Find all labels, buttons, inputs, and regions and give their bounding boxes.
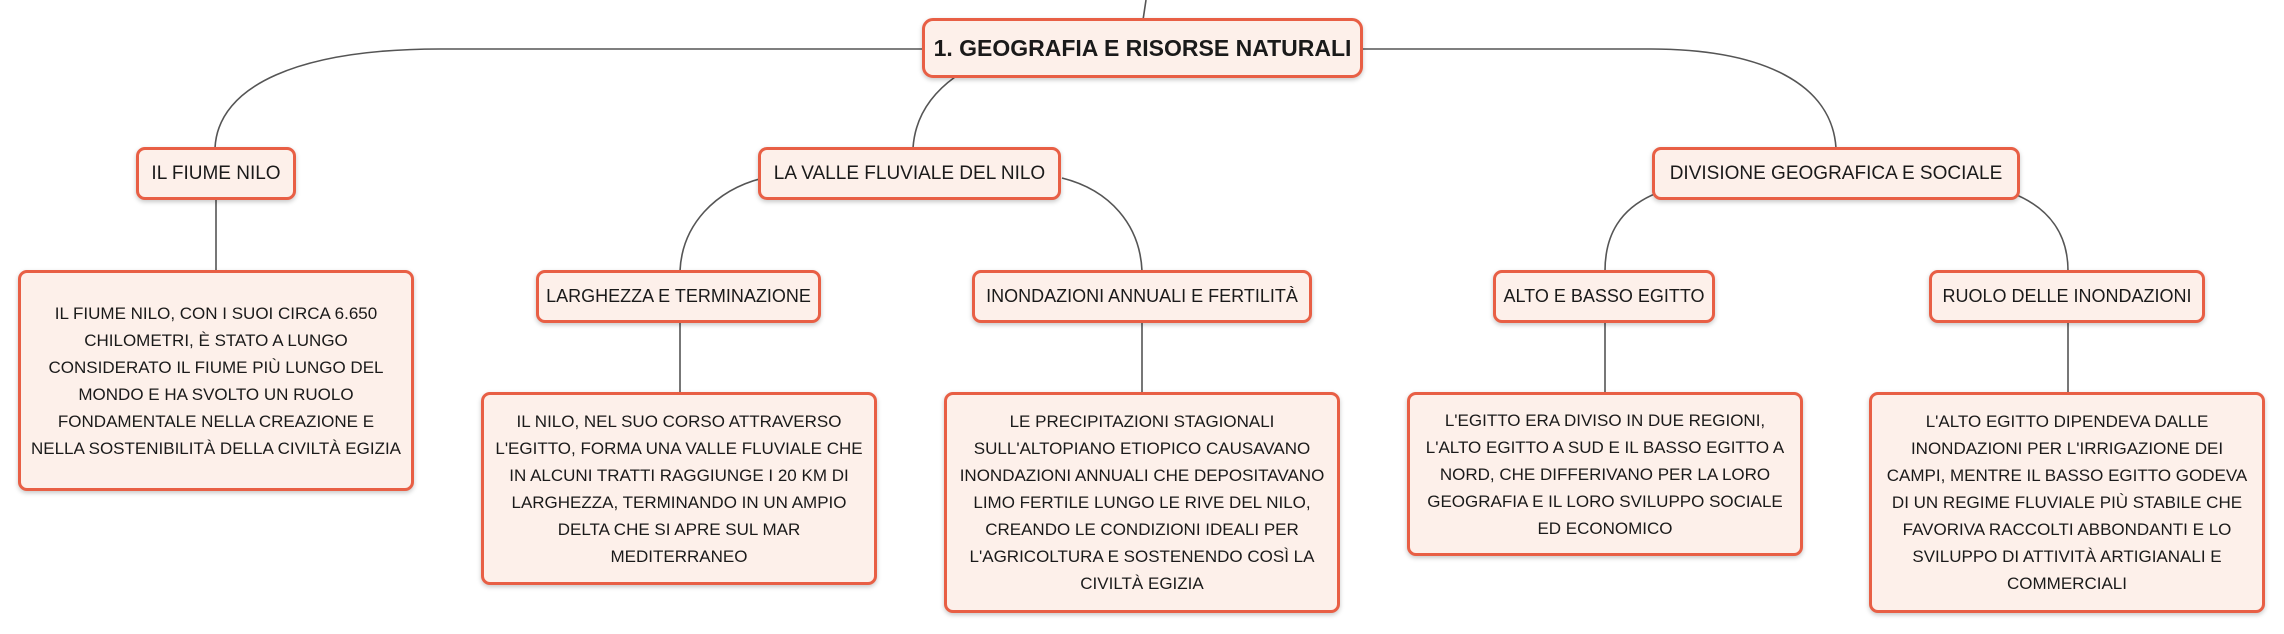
subtopic-node-larghezza-terminazione[interactable]: LARGHEZZA E TERMINAZIONE bbox=[536, 270, 821, 323]
topic-node-valle-fluviale[interactable]: LA VALLE FLUVIALE DEL NILO bbox=[758, 147, 1061, 200]
connector-line bbox=[1361, 49, 1836, 148]
detail-node-alto-basso-egitto[interactable]: L'EGITTO ERA DIVISO IN DUE REGIONI, L'ALTO EGITTO A SUD E IL BASSO EGITTO A NORD, CHE DIFFERIVANO PER LA LORO GEOGRAFIA E IL LORO SVILUPPO SOCIALE ED ECONOMICO bbox=[1407, 392, 1803, 556]
detail-node-il-fiume-nilo[interactable]: IL FIUME NILO, CON I SUOI CIRCA 6.650 CHILOMETRI, È STATO A LUNGO CONSIDERATO IL FIUME PIÙ LUNGO DEL MONDO E HA SVOLTO UN RUOLO FONDAMENTALE NELLA CREAZIONE E NELLA SOSTENIBILITÀ DELLA CIVILTÀ EGIZIA bbox=[18, 270, 414, 491]
detail-node-larghezza-terminazione[interactable]: IL NILO, NEL SUO CORSO ATTRAVERSO L'EGITTO, FORMA UNA VALLE FLUVIALE CHE IN ALCUNI TRATTI RAGGIUNGE I 20 KM DI LARGHEZZA, TERMINANDO IN UN AMPIO DELTA CHE SI APRE SUL MAR MEDITERRANEO bbox=[481, 392, 877, 585]
connector-line bbox=[1605, 193, 1657, 271]
connector-line bbox=[215, 49, 925, 148]
connector-line bbox=[1062, 178, 1142, 271]
root-node[interactable]: 1. GEOGRAFIA E RISORSE NATURALI bbox=[922, 18, 1363, 78]
topic-node-divisione-geografica[interactable]: DIVISIONE GEOGRAFICA E SOCIALE bbox=[1652, 147, 2020, 200]
detail-node-inondazioni-annuali[interactable]: LE PRECIPITAZIONI STAGIONALI SULL'ALTOPIANO ETIOPICO CAUSAVANO INONDAZIONI ANNUALI CHE DEPOSITAVANO LIMO FERTILE LUNGO LE RIVE DEL NILO, CREANDO LE CONDIZIONI IDEALI PER L'AGRICOLTURA E SOSTENENDO COSÌ LA CIVILTÀ EGIZIA bbox=[944, 392, 1340, 613]
connector-line bbox=[2012, 193, 2068, 271]
subtopic-node-inondazioni-annuali[interactable]: INONDAZIONI ANNUALI E FERTILITÀ bbox=[972, 270, 1312, 323]
detail-node-ruolo-inondazioni[interactable]: L'ALTO EGITTO DIPENDEVA DALLE INONDAZIONI PER L'IRRIGAZIONE DEI CAMPI, MENTRE IL BASSO EGITTO GODEVA DI UN REGIME FLUVIALE PIÙ STABILE CHE FAVORIVA RACCOLTI ABBONDANTI E LO SVILUPPO DI ATTIVITÀ ARTIGIANALI E COMMERCIALI bbox=[1869, 392, 2265, 613]
connector-line bbox=[913, 77, 955, 148]
subtopic-node-ruolo-inondazioni[interactable]: RUOLO DELLE INONDAZIONI bbox=[1929, 270, 2205, 323]
topic-node-il-fiume-nilo[interactable]: IL FIUME NILO bbox=[136, 147, 296, 200]
subtopic-node-alto-basso-egitto[interactable]: ALTO E BASSO EGITTO bbox=[1493, 270, 1715, 323]
connector-line bbox=[680, 178, 763, 271]
connector-line bbox=[1143, 0, 1146, 20]
